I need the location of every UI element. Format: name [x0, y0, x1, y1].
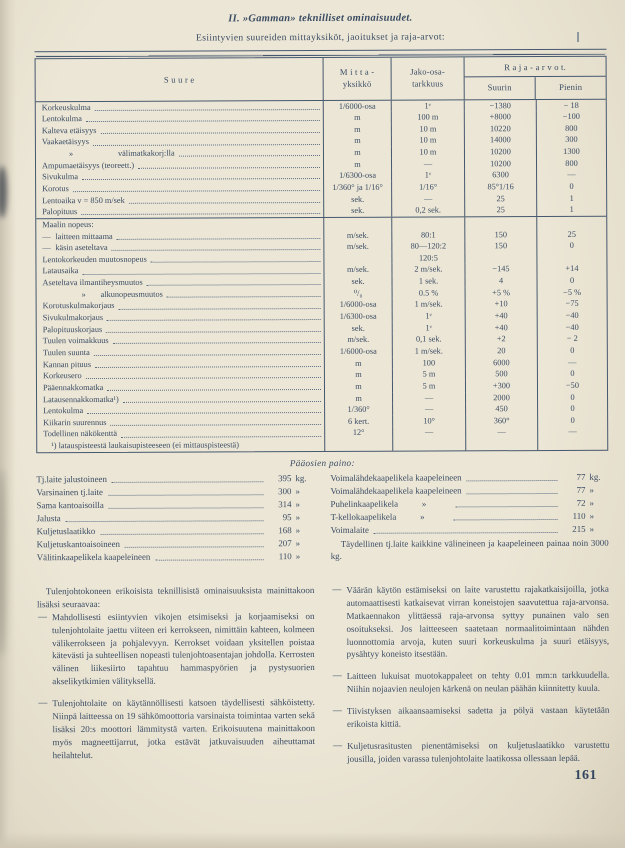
table-caption: Esiintyvien suureiden mittayksiköt, jaoitukset ja raja-arvot:: [195, 31, 445, 44]
unit-cell: sek.: [324, 276, 392, 288]
max-value-cell: 500: [465, 368, 537, 380]
dash-marker: —: [37, 610, 48, 621]
dot-leader: [119, 308, 321, 310]
body-intro: Tulenjohtokoneen erikoisista teknillisistä ominaisuuksista mainittakoon lisäksi seuraavaa:: [36, 584, 315, 610]
min-value-cell: 800: [536, 157, 606, 169]
dot-leader: [113, 342, 321, 344]
row-label: Korkeuskulma: [41, 102, 91, 112]
division-cell: [392, 438, 465, 450]
row-label: Kiikarin suurennus: [43, 417, 107, 428]
bullet-item: [332, 739, 610, 766]
row-label: Vaakaetäisyys: [41, 137, 89, 147]
row-label: Korkeusero: [42, 371, 82, 381]
bullet-item: [331, 583, 609, 662]
min-value-cell: 0: [536, 181, 606, 193]
weight-row: Voimalähdekaapelikela kaapeleineen 77 kg.: [330, 471, 601, 483]
unit-cell: m/sek.: [324, 334, 392, 346]
dash-marker: —: [332, 705, 342, 716]
division-cell: 10°: [392, 415, 465, 427]
unit-cell: m: [323, 158, 391, 170]
dot-leader: [147, 284, 321, 286]
unit-cell: ⁰/₀: [324, 287, 392, 299]
row-label: laitteen mittaama: [55, 231, 113, 241]
min-value-cell: 800: [536, 123, 606, 135]
dot-leader: [112, 481, 264, 483]
dot-leader: [94, 354, 321, 356]
max-value-cell: 10200: [464, 158, 536, 170]
unit-cell: 12°: [324, 427, 392, 439]
dash-marker: —: [332, 583, 342, 594]
weight-row: Puhelinkaapelikela » 72 »: [330, 497, 594, 509]
row-label: Tuulen voimakkuus: [42, 336, 109, 346]
max-value-cell: 2000: [465, 392, 537, 404]
dash-marker: —: [332, 670, 342, 681]
row-label-cell: [36, 205, 323, 218]
col-header-suure: S u u r e: [163, 74, 195, 85]
min-value-cell: [536, 252, 606, 264]
max-value-cell: 150: [464, 240, 536, 252]
unit-cell: sek.: [323, 193, 391, 205]
max-value-cell: [464, 252, 536, 264]
row-label: Ampumaetäisyys (teoreett.): [42, 160, 135, 170]
unit-cell: 1/360° ja 1/16°: [323, 182, 391, 194]
max-value-cell: 360°: [465, 415, 537, 427]
division-cell: 10 m: [391, 146, 464, 158]
min-value-cell: 0: [537, 403, 607, 415]
unit-cell: m: [324, 392, 392, 404]
bullet-text: Tulenjohtolaite on käytännöllisesti katsoen täydellisesti sähköistetty. Niinpä laitteessa on 19 sähkömoottoria varsinaista toimintaa varten sekä lisäksi 20:s moottori lämmitystä varten. Erikoisuutena mainittakoon myös magneettijarrut, jotka estävät jatkuvaisuuden aiheuttamat heilahtelut.: [52, 697, 316, 760]
weight-row: Tj.laite jalustoineen 395 kg.: [36, 472, 307, 484]
bullet-text: Laitteen lukuisat muotokappaleet on tehty 0.01 mm:n tarkkuudella. Niihin nojaavien neulojen kärkenä on neulan päähän kiinnitetty kuula.: [346, 670, 610, 695]
max-value-cell: 20: [465, 345, 537, 357]
unit-cell: 1/6000-osa: [323, 100, 391, 112]
col-header-raja-arvot: R a j a - a r v o t. Suurin Pienin: [464, 56, 606, 99]
row-label: Lentoaika v = 850 m/sek: [42, 195, 125, 205]
dot-leader: [467, 480, 558, 481]
min-value-cell: − 18: [536, 99, 606, 111]
division-cell: 0,1 sek.: [392, 334, 465, 346]
division-cell: —: [392, 404, 465, 416]
dot-leader: [93, 144, 320, 146]
min-value-cell: 300: [536, 134, 606, 146]
row-marker: »: [68, 149, 74, 159]
weights-title: Pääosien paino:: [289, 457, 355, 468]
dot-leader: [112, 249, 321, 251]
dot-leader: [100, 533, 263, 535]
bullet-text: Tiivistyksen aikaansaamiseksi sadetta ja pölyä vastaan käytetään erikoista kittiä.: [346, 704, 610, 729]
row-label: Aseteltava ilmantiheysmuutos: [42, 277, 143, 288]
division-cell: —: [392, 427, 465, 439]
dot-leader: [107, 389, 321, 391]
max-value-cell: [465, 438, 537, 450]
dot-leader: [73, 190, 320, 192]
min-value-cell: −5 %: [537, 287, 607, 299]
division-cell: 2 m/sek.: [391, 264, 464, 276]
division-cell: 1/16°: [391, 181, 464, 193]
dot-leader: [125, 546, 264, 548]
section-title: II. »Gamman» teknilliset ominaisuudet.: [228, 12, 413, 25]
weight-row: T-kellokaapelikela » 110 »: [330, 510, 595, 522]
bullet-item: [332, 669, 610, 696]
dot-leader: [107, 319, 321, 321]
weights-section: [36, 470, 608, 564]
weight-row: Kuljetuslaatikko 168 »: [36, 524, 301, 536]
dot-leader: [129, 202, 320, 204]
row-label: ¹) latauspisteestä laukaisupisteeseen (ei mittauspisteestä): [51, 440, 239, 451]
division-cell: 1ᵛ: [392, 310, 465, 322]
weight-row: Sama kantoaisoilla 314 »: [36, 498, 300, 510]
table-header: [36, 56, 606, 101]
division-cell: 10 m: [391, 135, 464, 147]
bullet-text: Mahdollisesti esiintyvien vikojen etsimiseksi ja korjaamiseksi on tulenjohtolaite jaettu viiteen eri kerrokseen, nimittäin kahteen, kolmeen välikerrokseen ja pohjalevyyn. Kerrokset voidaan yksitellen poistaa kätevästi ja suhteellisen nopeasti tulenjohtoasentajan johdolla. Kerrosten välinen liikesiirto tapahtuu hammaspyörien ja pystysuorien akselikytkimien välityksellä.: [51, 610, 315, 687]
row-marker: —: [42, 243, 51, 253]
division-cell: 1ᵛ: [392, 322, 465, 334]
row-label: Maalin nopeus:: [42, 219, 94, 230]
unit-cell: 1/6300-osa: [324, 311, 392, 323]
row-label: Kalteva etäisyys: [41, 125, 97, 136]
max-value-cell: +5 %: [465, 287, 537, 299]
min-value-cell: —: [537, 356, 607, 368]
division-cell: 1ᵛ: [391, 100, 464, 112]
table-row: [37, 438, 607, 452]
unit-cell: m: [323, 135, 391, 147]
min-value-cell: 0: [537, 391, 607, 403]
dot-leader: [100, 132, 319, 134]
dot-leader: [453, 519, 557, 520]
row-label: Sivukulma: [42, 172, 79, 182]
min-value-cell: +14: [536, 263, 606, 275]
division-cell: 1 m/sek.: [392, 299, 465, 311]
page-bottom-shadow: [0, 832, 625, 848]
max-value-cell: 6000: [465, 357, 537, 369]
dot-leader: [106, 331, 321, 333]
min-value-cell: 1: [536, 192, 606, 204]
weights-right: [330, 470, 608, 562]
min-value-cell: 0: [537, 275, 607, 287]
division-cell: 80:1: [391, 229, 464, 241]
min-value-cell: —: [537, 426, 607, 438]
dot-leader: [95, 366, 321, 368]
max-value-cell: −1380: [464, 100, 536, 112]
division-cell: 5 m: [392, 380, 465, 392]
max-value-cell: +8000: [464, 111, 536, 123]
max-value-cell: 25: [464, 193, 536, 205]
row-label: Korotuskulmakorjaus: [42, 301, 115, 311]
dot-leader: [81, 213, 320, 215]
row-label: Palopituus: [42, 207, 78, 217]
unit-cell: m: [324, 381, 392, 393]
table-body: [36, 99, 608, 452]
unit-cell: m: [324, 369, 392, 381]
dot-leader: [467, 493, 558, 494]
max-value-cell: +40: [465, 322, 537, 334]
row-label-cell: [37, 439, 324, 452]
dot-leader: [82, 273, 320, 275]
division-cell: 120:5: [391, 252, 464, 264]
max-value-cell: —: [465, 426, 537, 438]
row-label: Latausaika: [42, 266, 79, 276]
dot-leader: [121, 436, 321, 438]
unit-cell: 1/6000-osa: [324, 299, 392, 311]
min-value-cell: 25: [536, 228, 606, 240]
min-value-cell: 1300: [536, 146, 606, 158]
dot-leader: [374, 532, 558, 534]
max-value-cell: [464, 217, 536, 229]
dot-leader: [167, 296, 321, 298]
unit-cell: m: [323, 112, 391, 124]
row-marker: —: [42, 231, 51, 241]
weight-row: Varsinainen tj.laite 300 »: [36, 485, 300, 497]
row-label: Latausennakkomatka¹): [43, 394, 119, 404]
dot-leader: [138, 167, 320, 169]
max-value-cell: 25: [464, 204, 536, 216]
unit-cell: sek.: [323, 205, 391, 217]
dot-leader: [455, 506, 557, 507]
row-marker: »: [81, 289, 86, 299]
measurements-table: [35, 55, 609, 453]
division-cell: 100: [392, 357, 465, 369]
dot-leader: [109, 507, 264, 509]
unit-cell: 1/6000-osa: [324, 346, 392, 358]
dot-leader: [86, 377, 321, 379]
dot-leader: [108, 494, 263, 496]
max-value-cell: 10220: [464, 123, 536, 135]
unit-cell: 6 kert.: [324, 415, 392, 427]
row-label: Sivukulmakorjaus: [42, 312, 104, 323]
unit-cell: m: [323, 147, 391, 159]
row-label: Korotus: [42, 184, 69, 194]
unit-cell: [323, 253, 391, 265]
unit-cell: [324, 439, 392, 451]
min-value-cell: 1: [536, 204, 606, 216]
weights-total-note: Täydellinen tj.laite kaikkine välineineen ja kaapeleineen painaa noin 3000 kg.: [330, 537, 609, 562]
max-value-cell: 150: [464, 229, 536, 241]
max-value-cell: 4: [465, 275, 537, 287]
division-cell: 80—120:2: [391, 241, 464, 253]
dot-leader: [155, 559, 263, 560]
bullet-item: [332, 704, 610, 731]
min-value-cell: − 2: [537, 333, 607, 345]
division-cell: 1 sek.: [392, 275, 465, 287]
dot-leader: [95, 109, 320, 111]
unit-cell: 1/6300-osa: [323, 170, 391, 182]
division-cell: 0,2 sek.: [391, 205, 464, 217]
division-cell: 1 m/sek.: [392, 345, 465, 357]
min-value-cell: 0: [537, 345, 607, 357]
max-value-cell: 6300: [464, 169, 536, 181]
row-label: Kannan pituus: [42, 359, 92, 369]
unit-cell: sek.: [324, 322, 392, 334]
bullet-text: Kuljetusrasitusten pienentämiseksi on kuljetuslaatikko varustettu jousilla, joiden varassa tulenjohtolaite laatikossa ollessaan lepää.: [347, 739, 610, 764]
min-value-cell: —: [536, 169, 606, 181]
page-content: [34, 12, 609, 767]
dot-leader: [151, 261, 321, 263]
row-label: Pääennakkomatka: [42, 382, 104, 393]
min-value-cell: 0: [536, 240, 606, 252]
max-value-cell: 85°1/16: [464, 181, 536, 193]
col-header-suurin: Suurin: [487, 81, 512, 92]
min-value-cell: 0: [537, 368, 607, 380]
unit-cell: m: [324, 357, 392, 369]
page-number: 161: [574, 768, 597, 783]
dot-leader: [87, 412, 321, 414]
division-cell: 100 m: [391, 112, 464, 124]
unit-cell: m: [323, 123, 391, 135]
weight-row: Välitinkaapelikela kaapeleineen 110 »: [36, 550, 301, 562]
bullet-text: Väärän käytön estämiseksi on laite varustettu rajakatkaisijoilla, jotka automaattisesti katkaisevat virran koneistojen saavutettua raja-arvonsa. Matkaennakon ylittäessä raja-arvonsa syttyy punainen valo sen osoitukseksi. Jos laitteeseen saatetaan normaalitoimintaan nähden luonnottomia arvoja, kuten suuri korkeuskulma ja suuri etäisyys, pysähtyy koneisto itsestään.: [346, 583, 610, 660]
dot-leader: [66, 520, 264, 522]
dot-leader: [123, 401, 321, 403]
row-label: Lentokorkeuden muutosnopeus: [42, 254, 147, 265]
unit-cell: [323, 218, 391, 230]
dot-leader: [86, 120, 320, 122]
min-value-cell: [537, 438, 607, 450]
max-value-cell: −145: [464, 264, 536, 276]
row-label: alkunopeusmuutos: [100, 289, 163, 299]
dash-marker: —: [38, 697, 48, 708]
max-value-cell: +300: [465, 380, 537, 392]
bullet-item: [37, 610, 315, 689]
table-row: [36, 204, 606, 218]
col-header-jako-osa: Jako-osa- tarkkuus: [391, 57, 464, 99]
max-value-cell: 450: [465, 403, 537, 415]
min-value-cell: −40: [537, 310, 607, 322]
min-value-cell: 0: [537, 415, 607, 427]
weight-row: Voimalähdekaapelikela kaapeleineen 77 »: [330, 484, 594, 496]
unit-cell: m/sek.: [323, 264, 391, 276]
max-value-cell: +2: [465, 333, 537, 345]
min-value-cell: [536, 217, 606, 229]
weights-left: [36, 472, 314, 564]
division-cell: —: [391, 158, 464, 170]
division-cell: 1ᵛ: [391, 170, 464, 182]
max-value-cell: +10: [465, 298, 537, 310]
row-label: käsin aseteltava: [55, 243, 108, 253]
dot-leader: [111, 424, 322, 426]
page-binding-edge: [0, 0, 16, 848]
weight-row: Jalusta 95 »: [36, 511, 301, 523]
unit-cell: m/sek.: [323, 241, 391, 253]
max-value-cell: 14000: [464, 134, 536, 146]
col-header-mittayksikko: M i t t a - yksikkö: [323, 57, 391, 99]
division-cell: —: [392, 392, 465, 404]
body-right-column: [331, 583, 609, 766]
dash-marker: —: [333, 739, 343, 750]
dot-leader: [82, 178, 320, 180]
min-value-cell: −100: [536, 111, 606, 123]
bullet-item: [37, 696, 315, 762]
max-value-cell: +40: [465, 310, 537, 322]
division-cell: 0.5 %: [392, 287, 465, 299]
scan-smudge: [0, 470, 5, 655]
division-cell: —: [391, 193, 464, 205]
row-label: välimatkakorj:lla: [117, 148, 175, 158]
row-label: Lentokulma: [43, 406, 84, 416]
weight-row: Kuljetuskantoaisoineen 207 »: [36, 537, 301, 549]
min-value-cell: −50: [537, 380, 607, 392]
min-value-cell: −40: [537, 321, 607, 333]
min-value-cell: −75: [537, 298, 607, 310]
division-cell: 10 m: [391, 123, 464, 135]
body-text: [37, 583, 610, 767]
unit-cell: 1/360°: [324, 404, 392, 416]
dot-leader: [117, 238, 321, 240]
unit-cell: m/sek.: [323, 229, 391, 241]
body-left-column: [37, 584, 315, 767]
row-label: Palopituuskorjaus: [42, 324, 103, 334]
weight-row: Voimalaite 215 »: [330, 523, 595, 535]
row-label: Todellinen näkökenttä: [43, 429, 118, 439]
dot-leader: [179, 155, 320, 157]
row-label: Tuulen suunta: [42, 347, 90, 358]
max-value-cell: 10200: [464, 146, 536, 158]
col-header-pienin: Pienin: [535, 76, 606, 98]
division-cell: [391, 217, 464, 229]
division-cell: 5 m: [392, 369, 465, 381]
row-label: Lentokulma: [41, 114, 82, 124]
